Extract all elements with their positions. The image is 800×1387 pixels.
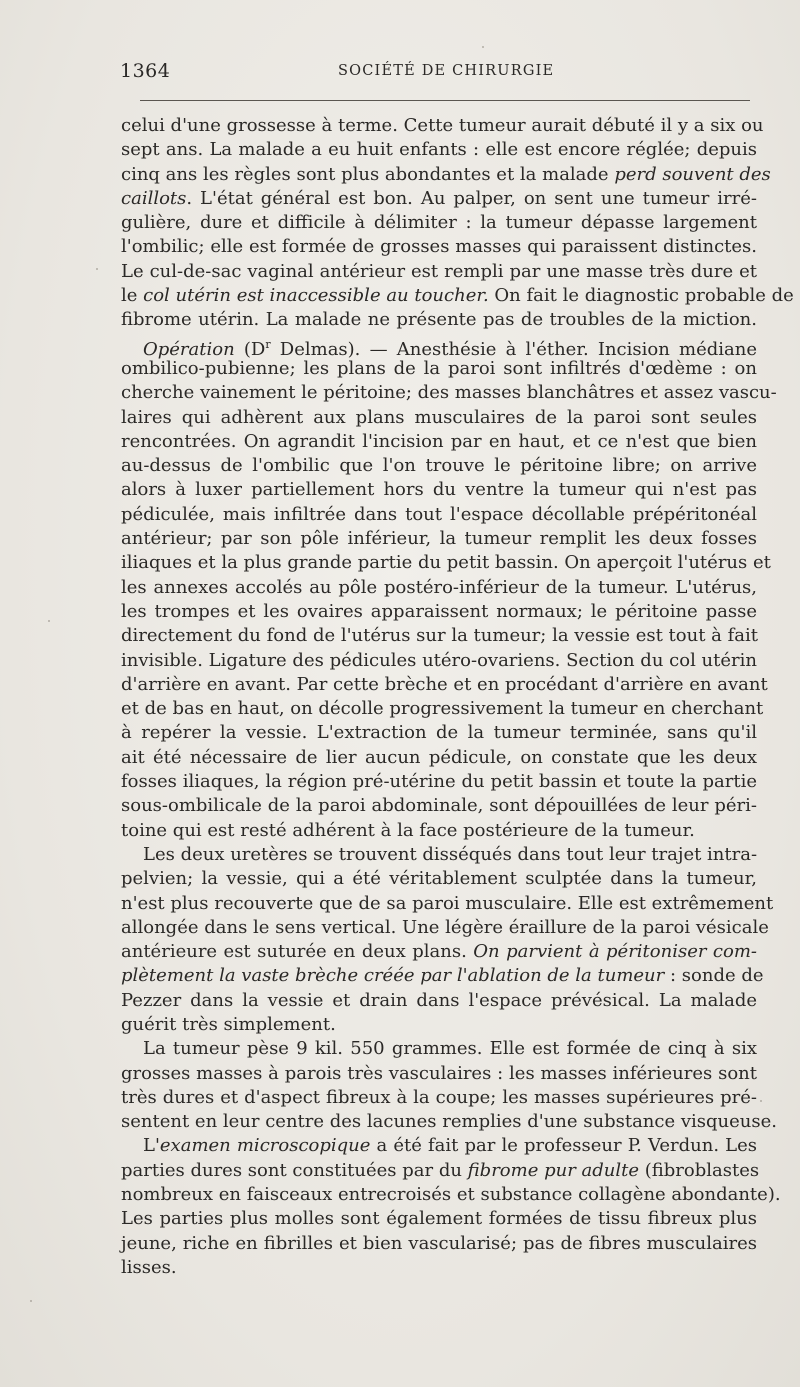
- text-line: au-dessus de l'ombilic que l'on trouve le péritoine libre; on arrive: [121, 455, 757, 477]
- text-line: sept ans. La malade a eu huit enfants : elle est encore réglée; depuis: [121, 139, 757, 161]
- text-line: antérieure est suturée en deux plans. On parvient à péritoniser com-: [121, 941, 757, 963]
- text-line: ait été nécessaire de lier aucun pédicule, on constate que les deux: [121, 746, 757, 768]
- text-line: iliaques et la plus grande partie du petit bassin. On aperçoit l'utérus et: [121, 552, 771, 574]
- italic-text: examen microscopique: [159, 1135, 371, 1157]
- running-head: SOCIÉTÉ DE CHIRURGIE: [338, 63, 555, 79]
- text-line: cherche vainement le péritoine; des masses blanchâtres et assez vascu-: [121, 382, 777, 404]
- text-line: plètement la vaste brèche créée par l'ablation de la tumeur : sonde de: [121, 965, 764, 987]
- text-line: très dures et d'aspect fibreux à la coupe; les masses supérieures pré-: [121, 1086, 757, 1108]
- text-line: sentent en leur centre des lacunes remplies d'une substance visqueuse.: [121, 1111, 777, 1133]
- italic-text: perd souvent des: [614, 163, 771, 185]
- text-line: Le cul-de-sac vaginal antérieur est rempli par une masse très dure et: [121, 260, 757, 282]
- text-line: l'ombilic; elle est formée de grosses masses qui paraissent distinctes.: [121, 236, 757, 258]
- text-line: grosses masses à parois très vasculaires : les masses inférieures sont: [121, 1062, 757, 1084]
- text-line: Les deux uretères se trouvent disséqués dans tout leur trajet intra-: [143, 843, 758, 865]
- text-line: les trompes et les ovaires apparaissent normaux; le péritoine passe: [121, 600, 757, 622]
- text-line: à repérer la vessie. L'extraction de la tumeur terminée, sans qu'il: [121, 722, 757, 744]
- text-line: pédiculée, mais infiltrée dans tout l'espace décollable prépéritonéal: [121, 503, 757, 525]
- italic-text: fibrome pur adulte: [467, 1159, 640, 1181]
- text-line: pelvien; la vessie, qui a été véritablement sculptée dans la tumeur,: [121, 868, 757, 890]
- text-line: et de bas en haut, on décolle progressivement la tumeur en cherchant: [121, 698, 764, 720]
- body-text: [121, 114, 794, 1280]
- text-line: Les parties plus molles sont également formées de tissu fibreux plus: [121, 1208, 757, 1230]
- text-line: caillots. L'état général est bon. Au palper, on sent une tumeur irré-: [121, 187, 757, 209]
- text-line: les annexes accolés au pôle postéro-inférieur de la tumeur. L'utérus,: [121, 576, 757, 598]
- text-line: parties dures sont constituées par du fibrome pur adulte (fibroblastes: [121, 1159, 760, 1181]
- text-line: cinq ans les règles sont plus abondantes et la malade perd souvent des: [121, 163, 771, 185]
- text-line: L'examen microscopique a été fait par le professeur P. Verdun. Les: [143, 1135, 757, 1157]
- header-rule: [140, 100, 750, 101]
- text-line: n'est plus recouverte que de sa paroi musculaire. Elle est extrêmement: [121, 892, 774, 914]
- page-number: 1364: [120, 60, 171, 82]
- text-line: rencontrées. On agrandit l'incision par en haut, et ce n'est que bien: [121, 430, 757, 452]
- text-line: laires qui adhèrent aux plans musculaires de la paroi sont seules: [121, 406, 757, 428]
- text-line: guérit très simplement.: [121, 1013, 336, 1035]
- text-line: jeune, riche en fibrilles et bien vascularisé; pas de fibres musculaires: [121, 1232, 757, 1254]
- paper-speck: [760, 1100, 762, 1102]
- text-line: le col utérin est inaccessible au toucher. On fait le diagnostic probable de: [121, 285, 794, 307]
- text-line: d'arrière en avant. Par cette brèche et en procédant d'arrière en avant: [121, 673, 768, 695]
- paper-speck: [30, 1300, 32, 1302]
- text-line: sous-ombilicale de la paroi abdominale, sont dépouillées de leur péri-: [121, 795, 757, 817]
- text-line: nombreux en faisceaux entrecroisés et substance collagène abondante).: [121, 1184, 781, 1206]
- text-line: allongée dans le sens vertical. Une légère éraillure de la paroi vésicale: [121, 916, 769, 938]
- text-line: Pezzer dans la vessie et drain dans l'espace prévésical. La malade: [121, 989, 757, 1011]
- text-line: celui d'une grossesse à terme. Cette tumeur aurait débuté il y a six ou: [121, 115, 764, 136]
- italic-text: On parvient à péritoniser com-: [473, 941, 757, 963]
- text-line: Opération ($D^r$ Delmas). — Anesthésie à l'éther. Incision médiane: [143, 337, 757, 360]
- italic-text: caillots: [121, 187, 187, 209]
- paper-speck: [482, 46, 484, 48]
- text-line: La tumeur pèse 9 kil. 550 grammes. Elle est formée de cinq à six: [143, 1038, 757, 1060]
- text-line: lisses.: [121, 1256, 177, 1278]
- italic-text: plètement la vaste brèche créée par l'ablation de la tumeur: [121, 965, 665, 987]
- text-line: antérieur; par son pôle inférieur, la tumeur remplit les deux fosses: [121, 528, 757, 550]
- paper-speck: [96, 268, 98, 270]
- text-line: fibrome utérin. La malade ne présente pas de troubles de la miction.: [121, 309, 757, 331]
- text-line: directement du fond de l'utérus sur la tumeur; la vessie est tout à fait: [121, 625, 759, 647]
- italic-text: Opération: [143, 338, 235, 360]
- text-line: toine qui est resté adhérent à la face postérieure de la tumeur.: [121, 819, 695, 841]
- text-line: ombilico-pubienne; les plans de la paroi sont infiltrés d'œdème : on: [121, 357, 757, 379]
- page-header: [120, 60, 760, 84]
- paper-speck: [48, 620, 50, 622]
- text-line: alors à luxer partiellement hors du ventre la tumeur qui n'est pas: [121, 479, 757, 501]
- italic-text: col utérin est inaccessible au toucher.: [143, 285, 489, 307]
- text-line: fosses iliaques, la région pré-utérine du petit bassin et toute la partie: [121, 771, 757, 793]
- text-line: gulière, dure et difficile à délimiter : la tumeur dépasse largement: [121, 212, 757, 234]
- text-line: invisible. Ligature des pédicules utéro-ovariens. Section du col utérin: [121, 649, 757, 671]
